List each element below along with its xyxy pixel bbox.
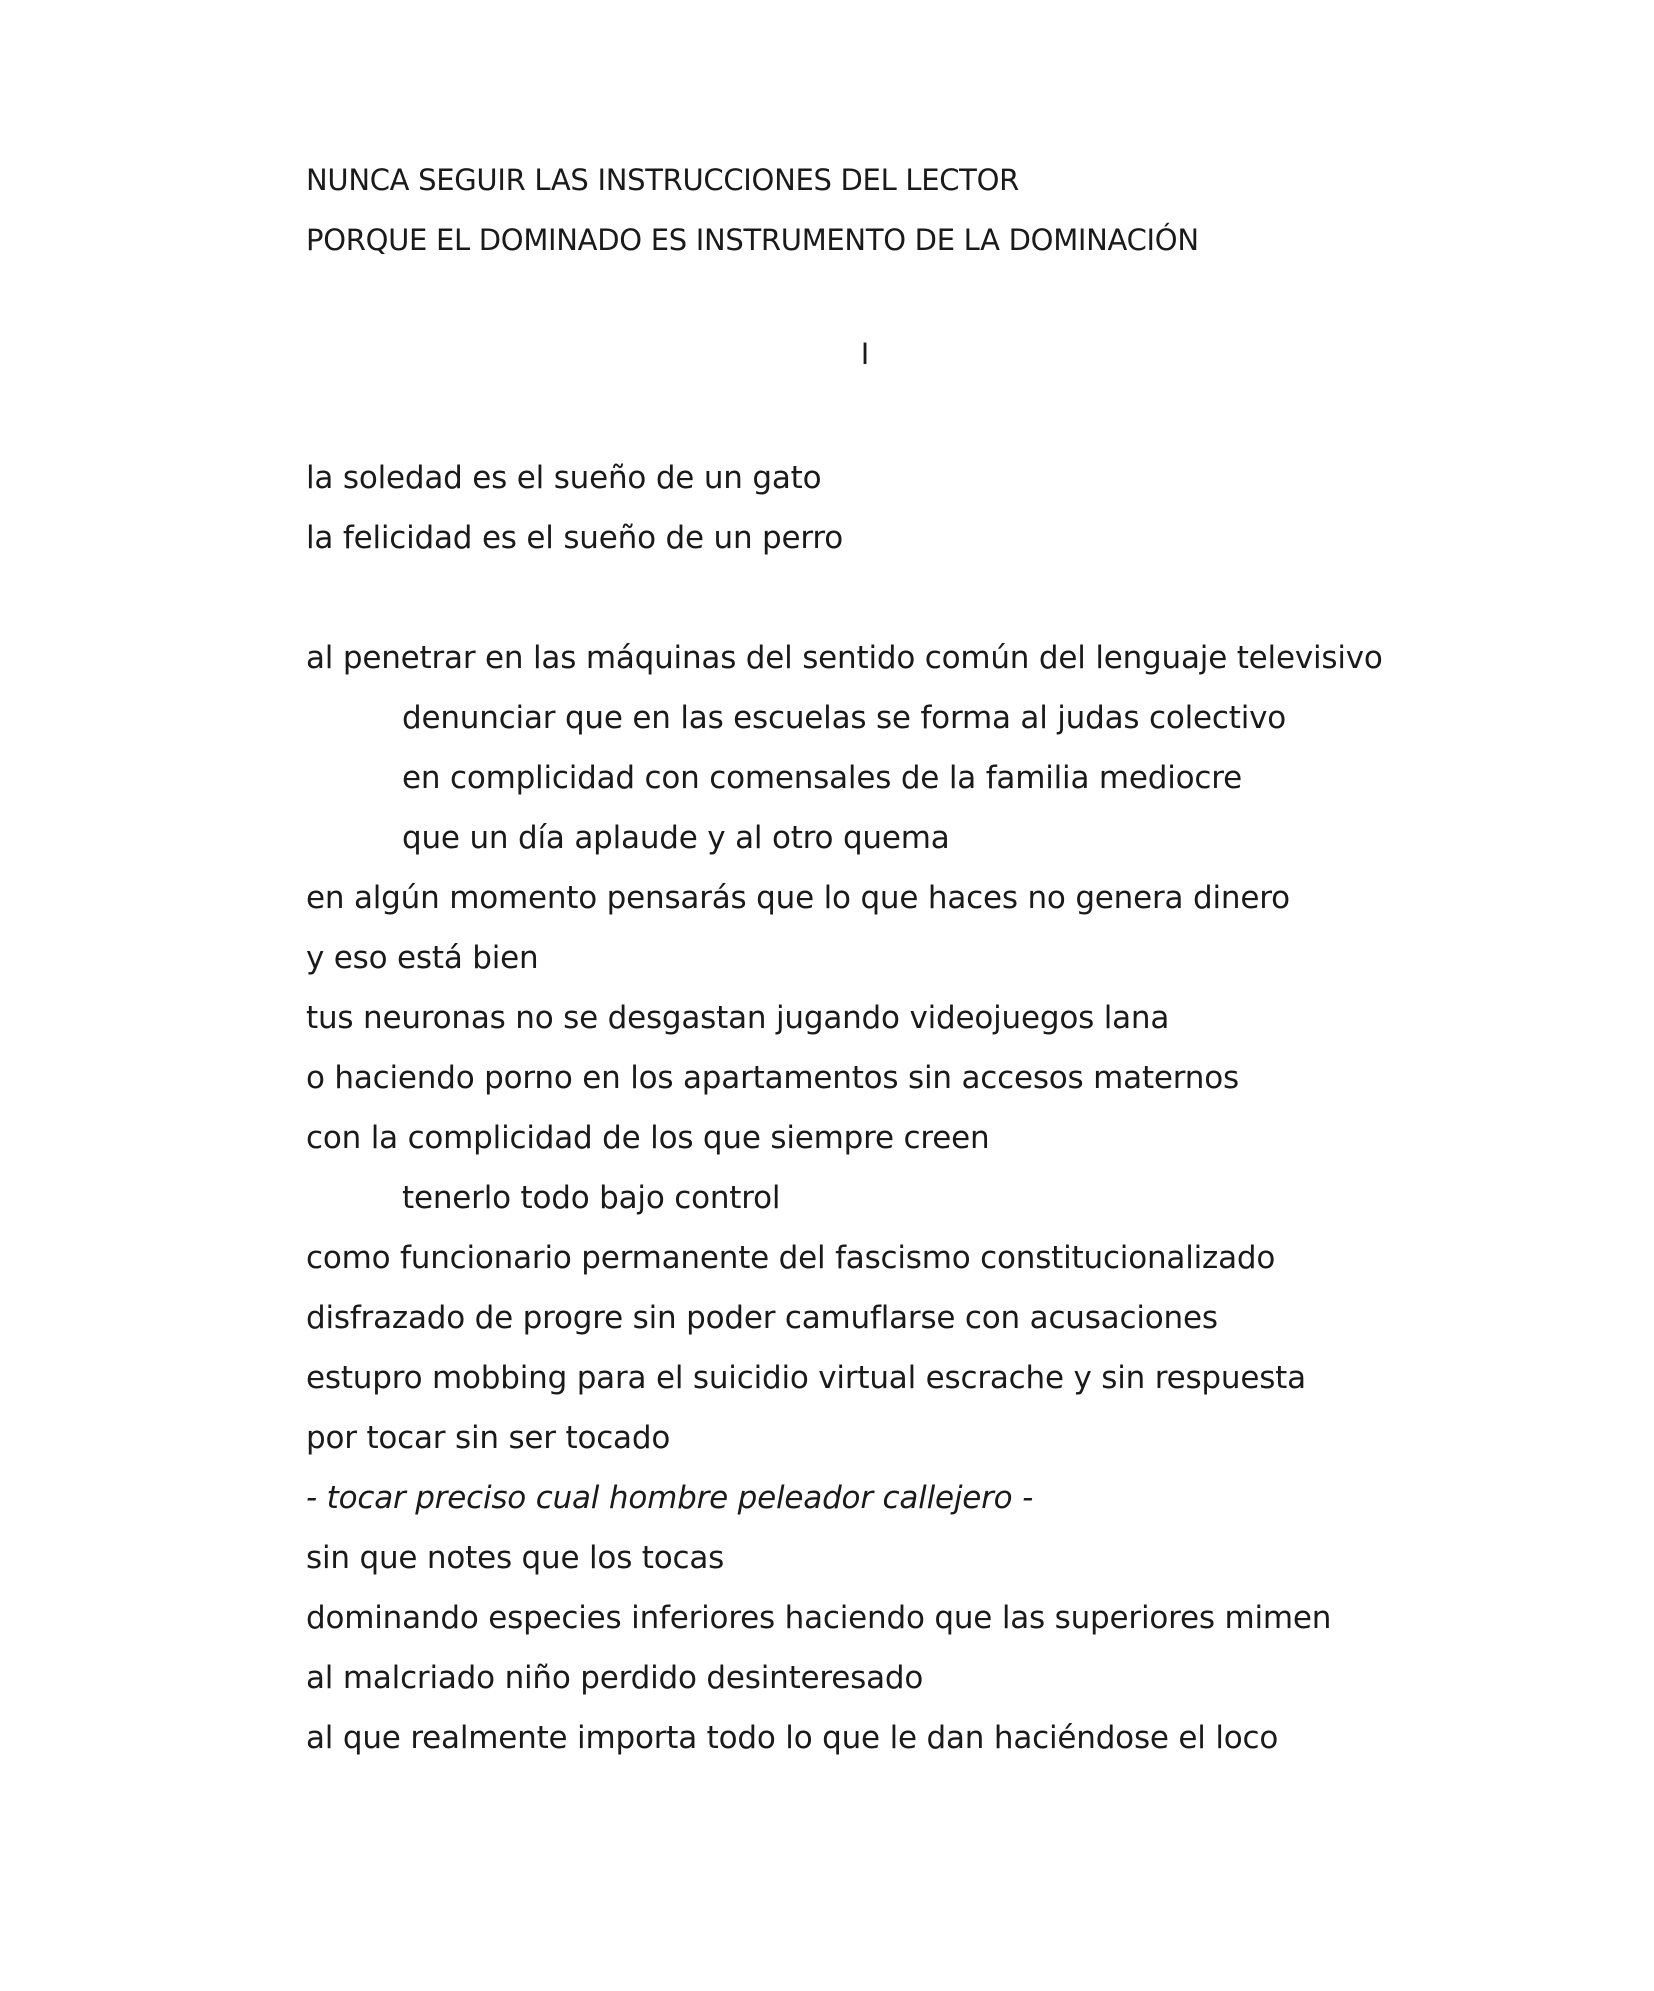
verse-line: sin que notes que los tocas — [306, 1540, 725, 1576]
verse-line: al que realmente importa todo lo que le dan haciéndose el loco — [306, 1720, 1279, 1756]
stanza — [306, 448, 1606, 568]
title-line: NUNCA SEGUIR LAS INSTRUCCIONES DEL LECTOR — [306, 163, 1019, 197]
verse-line: tenerlo todo bajo control — [402, 1180, 781, 1216]
document-title — [306, 150, 1556, 270]
verse-line: - tocar preciso cual hombre peleador callejero - — [306, 1480, 1034, 1516]
verse-line: en complicidad con comensales de la familia mediocre — [402, 760, 1242, 796]
verse-line: con la complicidad de los que siempre creen — [306, 1120, 990, 1156]
verse-line: al penetrar en las máquinas del sentido común del lenguaje televisivo — [306, 640, 1383, 676]
poem-body — [306, 448, 1606, 1768]
stanza — [306, 628, 1606, 1768]
verse-line: la soledad es el sueño de un gato — [306, 460, 822, 496]
verse-line: denunciar que en las escuelas se forma al judas colectivo — [402, 700, 1287, 736]
verse-line: la felicidad es el sueño de un perro — [306, 520, 844, 556]
verse-line: o haciendo porno en los apartamentos sin accesos maternos — [306, 1060, 1239, 1096]
verse-line: dominando especies inferiores haciendo que las superiores mimen — [306, 1600, 1332, 1636]
verse-line: al malcriado niño perdido desinteresado — [306, 1660, 924, 1696]
section-number: I — [860, 337, 870, 371]
verse-line: disfrazado de progre sin poder camuflarse con acusaciones — [306, 1300, 1218, 1336]
verse-line: tus neuronas no se desgastan jugando videojuegos lana — [306, 1000, 1170, 1036]
verse-line: que un día aplaude y al otro quema — [402, 820, 950, 856]
verse-line: en algún momento pensarás que lo que haces no genera dinero — [306, 880, 1290, 916]
verse-line: estupro mobbing para el suicidio virtual escrache y sin respuesta — [306, 1360, 1306, 1396]
title-line: PORQUE EL DOMINADO ES INSTRUMENTO DE LA DOMINACIÓN — [306, 223, 1199, 257]
verse-line: como funcionario permanente del fascismo constitucionalizado — [306, 1240, 1276, 1276]
verse-line: y eso está bien — [306, 940, 539, 976]
verse-line: por tocar sin ser tocado — [306, 1420, 671, 1456]
